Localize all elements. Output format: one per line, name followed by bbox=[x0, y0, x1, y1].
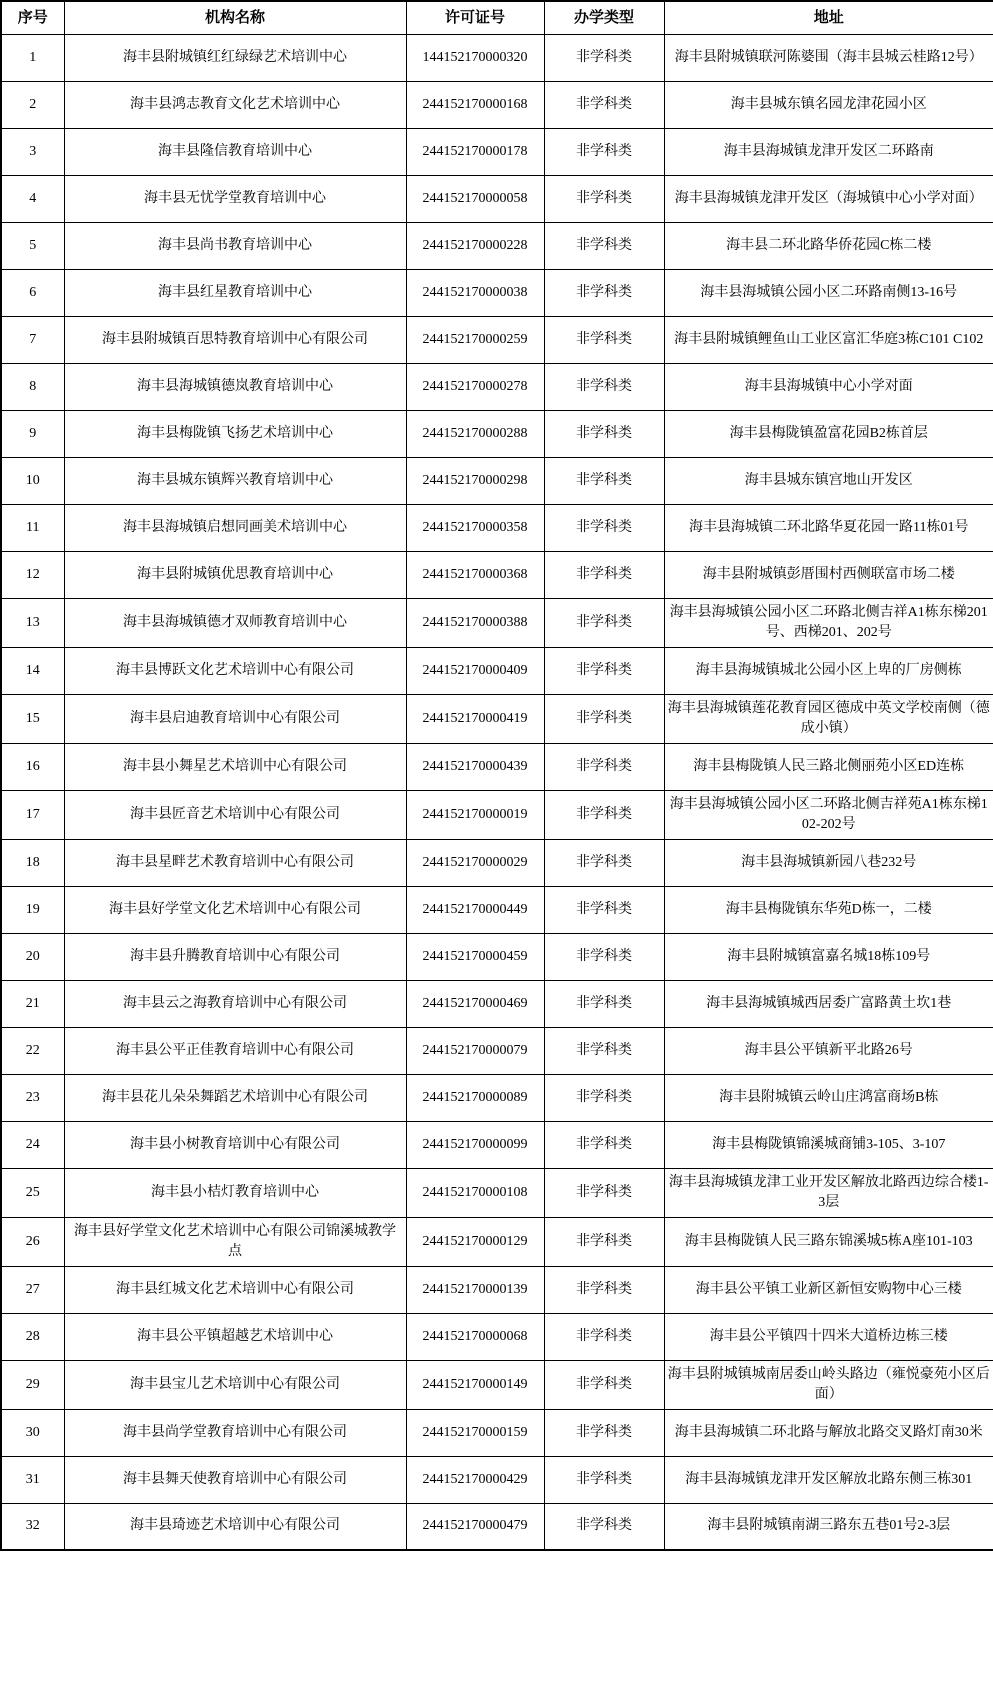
institution-name-cell: 海丰县海城镇德岚教育培训中心 bbox=[64, 363, 406, 410]
serial-number-cell: 12 bbox=[1, 551, 64, 598]
license-number-cell: 244152170000469 bbox=[406, 980, 544, 1027]
license-number-cell: 244152170000099 bbox=[406, 1121, 544, 1168]
institution-name-cell: 海丰县城东镇辉兴教育培训中心 bbox=[64, 457, 406, 504]
institution-name-cell: 海丰县花儿朵朵舞蹈艺术培训中心有限公司 bbox=[64, 1074, 406, 1121]
institution-name-cell: 海丰县星畔艺术教育培训中心有限公司 bbox=[64, 839, 406, 886]
institution-name-cell: 海丰县附城镇百思特教育培训中心有限公司 bbox=[64, 316, 406, 363]
serial-number-cell: 25 bbox=[1, 1168, 64, 1217]
serial-number-cell: 32 bbox=[1, 1503, 64, 1550]
table-row bbox=[1, 598, 993, 647]
serial-number-cell: 9 bbox=[1, 410, 64, 457]
serial-number-cell: 11 bbox=[1, 504, 64, 551]
school-type-cell: 非学科类 bbox=[544, 1266, 664, 1313]
table-row bbox=[1, 1360, 993, 1409]
table-row bbox=[1, 81, 993, 128]
table-row bbox=[1, 34, 993, 81]
serial-number-cell: 4 bbox=[1, 175, 64, 222]
address-cell: 海丰县海城镇龙津开发区解放北路东侧三栋301 bbox=[664, 1456, 993, 1503]
address-cell: 海丰县附城镇城南居委山岭头路边（雍悦豪苑小区后面） bbox=[664, 1360, 993, 1409]
serial-number-cell: 26 bbox=[1, 1217, 64, 1266]
serial-number-cell: 3 bbox=[1, 128, 64, 175]
serial-number-cell: 31 bbox=[1, 1456, 64, 1503]
header-school-type: 办学类型 bbox=[544, 1, 664, 34]
table-row bbox=[1, 790, 993, 839]
table-row bbox=[1, 933, 993, 980]
serial-number-cell: 14 bbox=[1, 647, 64, 694]
address-cell: 海丰县附城镇彭厝围村西侧联富市场二楼 bbox=[664, 551, 993, 598]
table-row bbox=[1, 886, 993, 933]
serial-number-cell: 29 bbox=[1, 1360, 64, 1409]
institution-name-cell: 海丰县好学堂文化艺术培训中心有限公司 bbox=[64, 886, 406, 933]
school-type-cell: 非学科类 bbox=[544, 647, 664, 694]
school-type-cell: 非学科类 bbox=[544, 410, 664, 457]
address-cell: 海丰县海城镇龙津工业开发区解放北路西边综合楼1-3层 bbox=[664, 1168, 993, 1217]
address-cell: 海丰县附城镇南湖三路东五巷01号2-3层 bbox=[664, 1503, 993, 1550]
serial-number-cell: 1 bbox=[1, 34, 64, 81]
institution-name-cell: 海丰县启迪教育培训中心有限公司 bbox=[64, 694, 406, 743]
table-row bbox=[1, 1074, 993, 1121]
license-number-cell: 244152170000419 bbox=[406, 694, 544, 743]
institution-name-cell: 海丰县隆信教育培训中心 bbox=[64, 128, 406, 175]
institution-name-cell: 海丰县鸿志教育文化艺术培训中心 bbox=[64, 81, 406, 128]
serial-number-cell: 21 bbox=[1, 980, 64, 1027]
license-number-cell: 244152170000178 bbox=[406, 128, 544, 175]
license-number-cell: 244152170000388 bbox=[406, 598, 544, 647]
institution-name-cell: 海丰县小桔灯教育培训中心 bbox=[64, 1168, 406, 1217]
license-number-cell: 244152170000429 bbox=[406, 1456, 544, 1503]
table-row bbox=[1, 1121, 993, 1168]
license-number-cell: 244152170000089 bbox=[406, 1074, 544, 1121]
serial-number-cell: 15 bbox=[1, 694, 64, 743]
school-type-cell: 非学科类 bbox=[544, 933, 664, 980]
license-number-cell: 244152170000278 bbox=[406, 363, 544, 410]
institution-name-cell: 海丰县小树教育培训中心有限公司 bbox=[64, 1121, 406, 1168]
serial-number-cell: 24 bbox=[1, 1121, 64, 1168]
institution-name-cell: 海丰县红城文化艺术培训中心有限公司 bbox=[64, 1266, 406, 1313]
institution-name-cell: 海丰县云之海教育培训中心有限公司 bbox=[64, 980, 406, 1027]
institution-name-cell: 海丰县宝儿艺术培训中心有限公司 bbox=[64, 1360, 406, 1409]
institution-name-cell: 海丰县海城镇启想同画美术培训中心 bbox=[64, 504, 406, 551]
address-cell: 海丰县公平镇新平北路26号 bbox=[664, 1027, 993, 1074]
school-type-cell: 非学科类 bbox=[544, 504, 664, 551]
institution-name-cell: 海丰县匠音艺术培训中心有限公司 bbox=[64, 790, 406, 839]
address-cell: 海丰县海城镇公园小区二环路北侧吉祥A1栋东梯201号、西梯201、202号 bbox=[664, 598, 993, 647]
school-type-cell: 非学科类 bbox=[544, 1074, 664, 1121]
school-type-cell: 非学科类 bbox=[544, 1217, 664, 1266]
school-type-cell: 非学科类 bbox=[544, 694, 664, 743]
table-row bbox=[1, 1456, 993, 1503]
school-type-cell: 非学科类 bbox=[544, 980, 664, 1027]
serial-number-cell: 19 bbox=[1, 886, 64, 933]
header-license-number: 许可证号 bbox=[406, 1, 544, 34]
institution-name-cell: 海丰县公平镇超越艺术培训中心 bbox=[64, 1313, 406, 1360]
license-number-cell: 244152170000129 bbox=[406, 1217, 544, 1266]
license-number-cell: 244152170000298 bbox=[406, 457, 544, 504]
license-number-cell: 244152170000459 bbox=[406, 933, 544, 980]
header-address: 地址 bbox=[664, 1, 993, 34]
table-row bbox=[1, 694, 993, 743]
institution-name-cell: 海丰县红星教育培训中心 bbox=[64, 269, 406, 316]
serial-number-cell: 28 bbox=[1, 1313, 64, 1360]
school-type-cell: 非学科类 bbox=[544, 363, 664, 410]
institution-name-cell: 海丰县海城镇德才双师教育培训中心 bbox=[64, 598, 406, 647]
address-cell: 海丰县附城镇富嘉名城18栋109号 bbox=[664, 933, 993, 980]
address-cell: 海丰县二环北路华侨花园C栋二楼 bbox=[664, 222, 993, 269]
school-type-cell: 非学科类 bbox=[544, 34, 664, 81]
table-header-row bbox=[1, 1, 993, 34]
school-type-cell: 非学科类 bbox=[544, 128, 664, 175]
address-cell: 海丰县海城镇中心小学对面 bbox=[664, 363, 993, 410]
table-row bbox=[1, 839, 993, 886]
table-row bbox=[1, 980, 993, 1027]
license-number-cell: 244152170000139 bbox=[406, 1266, 544, 1313]
license-number-cell: 244152170000058 bbox=[406, 175, 544, 222]
license-number-cell: 244152170000159 bbox=[406, 1409, 544, 1456]
address-cell: 海丰县海城镇二环北路与解放北路交叉路灯南30米 bbox=[664, 1409, 993, 1456]
address-cell: 海丰县梅陇镇人民三路北侧丽苑小区ED连栋 bbox=[664, 743, 993, 790]
school-type-cell: 非学科类 bbox=[544, 1503, 664, 1550]
school-type-cell: 非学科类 bbox=[544, 222, 664, 269]
address-cell: 海丰县海城镇公园小区二环路南侧13-16号 bbox=[664, 269, 993, 316]
address-cell: 海丰县海城镇新园八巷232号 bbox=[664, 839, 993, 886]
school-type-cell: 非学科类 bbox=[544, 790, 664, 839]
serial-number-cell: 8 bbox=[1, 363, 64, 410]
table-row bbox=[1, 647, 993, 694]
license-number-cell: 244152170000068 bbox=[406, 1313, 544, 1360]
school-type-cell: 非学科类 bbox=[544, 551, 664, 598]
table-body bbox=[1, 34, 993, 1550]
license-number-cell: 244152170000228 bbox=[406, 222, 544, 269]
serial-number-cell: 5 bbox=[1, 222, 64, 269]
school-type-cell: 非学科类 bbox=[544, 743, 664, 790]
address-cell: 海丰县海城镇龙津开发区（海城镇中心小学对面） bbox=[664, 175, 993, 222]
school-type-cell: 非学科类 bbox=[544, 316, 664, 363]
address-cell: 海丰县梅陇镇盈富花园B2栋首层 bbox=[664, 410, 993, 457]
table-row bbox=[1, 1217, 993, 1266]
address-cell: 海丰县海城镇莲花教育园区德成中英文学校南侧（德成小镇） bbox=[664, 694, 993, 743]
serial-number-cell: 16 bbox=[1, 743, 64, 790]
school-type-cell: 非学科类 bbox=[544, 457, 664, 504]
license-number-cell: 244152170000288 bbox=[406, 410, 544, 457]
table-row bbox=[1, 504, 993, 551]
license-number-cell: 244152170000029 bbox=[406, 839, 544, 886]
school-type-cell: 非学科类 bbox=[544, 175, 664, 222]
address-cell: 海丰县海城镇城北公园小区上卑的厂房侧栋 bbox=[664, 647, 993, 694]
license-number-cell: 244152170000449 bbox=[406, 886, 544, 933]
school-type-cell: 非学科类 bbox=[544, 598, 664, 647]
table-row bbox=[1, 175, 993, 222]
institution-name-cell: 海丰县无忧学堂教育培训中心 bbox=[64, 175, 406, 222]
license-number-cell: 144152170000320 bbox=[406, 34, 544, 81]
header-institution-name: 机构名称 bbox=[64, 1, 406, 34]
school-type-cell: 非学科类 bbox=[544, 269, 664, 316]
address-cell: 海丰县梅陇镇人民三路东锦溪城5栋A座101-103 bbox=[664, 1217, 993, 1266]
address-cell: 海丰县城东镇宫地山开发区 bbox=[664, 457, 993, 504]
serial-number-cell: 6 bbox=[1, 269, 64, 316]
serial-number-cell: 10 bbox=[1, 457, 64, 504]
school-type-cell: 非学科类 bbox=[544, 1121, 664, 1168]
serial-number-cell: 22 bbox=[1, 1027, 64, 1074]
serial-number-cell: 7 bbox=[1, 316, 64, 363]
license-number-cell: 244152170000168 bbox=[406, 81, 544, 128]
school-type-cell: 非学科类 bbox=[544, 886, 664, 933]
address-cell: 海丰县海城镇二环北路华夏花园一路11栋01号 bbox=[664, 504, 993, 551]
license-number-cell: 244152170000439 bbox=[406, 743, 544, 790]
table-row bbox=[1, 743, 993, 790]
serial-number-cell: 23 bbox=[1, 1074, 64, 1121]
license-number-cell: 244152170000019 bbox=[406, 790, 544, 839]
address-cell: 海丰县公平镇工业新区新恒安购物中心三楼 bbox=[664, 1266, 993, 1313]
table-row bbox=[1, 363, 993, 410]
serial-number-cell: 2 bbox=[1, 81, 64, 128]
table-row bbox=[1, 1266, 993, 1313]
serial-number-cell: 18 bbox=[1, 839, 64, 886]
institution-name-cell: 海丰县琦迹艺术培训中心有限公司 bbox=[64, 1503, 406, 1550]
table-row bbox=[1, 316, 993, 363]
institution-name-cell: 海丰县附城镇优思教育培训中心 bbox=[64, 551, 406, 598]
address-cell: 海丰县梅陇镇锦溪城商铺3-105、3-107 bbox=[664, 1121, 993, 1168]
license-number-cell: 244152170000038 bbox=[406, 269, 544, 316]
table-row bbox=[1, 128, 993, 175]
table-row bbox=[1, 222, 993, 269]
serial-number-cell: 30 bbox=[1, 1409, 64, 1456]
license-number-cell: 244152170000358 bbox=[406, 504, 544, 551]
school-type-cell: 非学科类 bbox=[544, 1360, 664, 1409]
institution-name-cell: 海丰县尚学堂教育培训中心有限公司 bbox=[64, 1409, 406, 1456]
table-row bbox=[1, 410, 993, 457]
serial-number-cell: 17 bbox=[1, 790, 64, 839]
address-cell: 海丰县梅陇镇东华苑D栋一，二楼 bbox=[664, 886, 993, 933]
license-number-cell: 244152170000108 bbox=[406, 1168, 544, 1217]
table-row bbox=[1, 551, 993, 598]
license-number-cell: 244152170000149 bbox=[406, 1360, 544, 1409]
address-cell: 海丰县附城镇云岭山庄鸿富商场B栋 bbox=[664, 1074, 993, 1121]
address-cell: 海丰县城东镇名园龙津花园小区 bbox=[664, 81, 993, 128]
table-row bbox=[1, 1168, 993, 1217]
institution-name-cell: 海丰县小舞星艺术培训中心有限公司 bbox=[64, 743, 406, 790]
license-number-cell: 244152170000079 bbox=[406, 1027, 544, 1074]
institution-name-cell: 海丰县升腾教育培训中心有限公司 bbox=[64, 933, 406, 980]
address-cell: 海丰县海城镇城西居委广富路黄土坎1巷 bbox=[664, 980, 993, 1027]
institution-name-cell: 海丰县尚书教育培训中心 bbox=[64, 222, 406, 269]
table-row bbox=[1, 457, 993, 504]
school-type-cell: 非学科类 bbox=[544, 1168, 664, 1217]
table-row bbox=[1, 1027, 993, 1074]
license-number-cell: 244152170000259 bbox=[406, 316, 544, 363]
license-number-cell: 244152170000368 bbox=[406, 551, 544, 598]
institution-name-cell: 海丰县好学堂文化艺术培训中心有限公司锦溪城教学点 bbox=[64, 1217, 406, 1266]
school-type-cell: 非学科类 bbox=[544, 1027, 664, 1074]
institution-name-cell: 海丰县梅陇镇飞扬艺术培训中心 bbox=[64, 410, 406, 457]
address-cell: 海丰县公平镇四十四米大道桥边栋三楼 bbox=[664, 1313, 993, 1360]
table-row bbox=[1, 1313, 993, 1360]
institution-name-cell: 海丰县附城镇红红绿绿艺术培训中心 bbox=[64, 34, 406, 81]
table-row bbox=[1, 1409, 993, 1456]
address-cell: 海丰县附城镇鲤鱼山工业区富汇华庭3栋C101 C102 bbox=[664, 316, 993, 363]
institution-name-cell: 海丰县公平正佳教育培训中心有限公司 bbox=[64, 1027, 406, 1074]
school-type-cell: 非学科类 bbox=[544, 81, 664, 128]
license-number-cell: 244152170000409 bbox=[406, 647, 544, 694]
school-type-cell: 非学科类 bbox=[544, 1456, 664, 1503]
institution-name-cell: 海丰县博跃文化艺术培训中心有限公司 bbox=[64, 647, 406, 694]
address-cell: 海丰县海城镇公园小区二环路北侧吉祥苑A1栋东梯102-202号 bbox=[664, 790, 993, 839]
serial-number-cell: 13 bbox=[1, 598, 64, 647]
school-type-cell: 非学科类 bbox=[544, 839, 664, 886]
table-row bbox=[1, 269, 993, 316]
school-type-cell: 非学科类 bbox=[544, 1409, 664, 1456]
serial-number-cell: 27 bbox=[1, 1266, 64, 1313]
address-cell: 海丰县海城镇龙津开发区二环路南 bbox=[664, 128, 993, 175]
serial-number-cell: 20 bbox=[1, 933, 64, 980]
school-type-cell: 非学科类 bbox=[544, 1313, 664, 1360]
table-row bbox=[1, 1503, 993, 1550]
header-serial-number: 序号 bbox=[1, 1, 64, 34]
address-cell: 海丰县附城镇联河陈婆围（海丰县城云桂路12号） bbox=[664, 34, 993, 81]
license-number-cell: 244152170000479 bbox=[406, 1503, 544, 1550]
institution-name-cell: 海丰县舞天使教育培训中心有限公司 bbox=[64, 1456, 406, 1503]
